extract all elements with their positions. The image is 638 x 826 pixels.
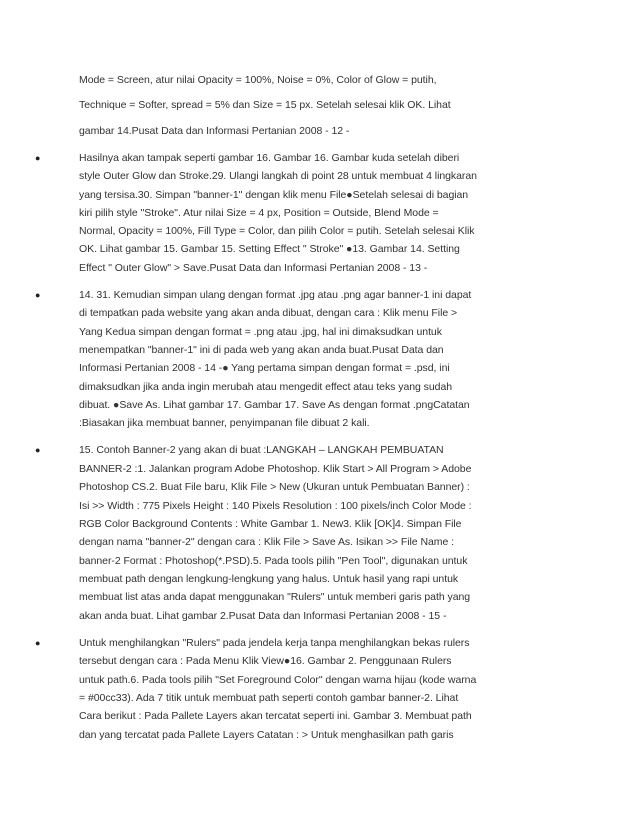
bullet-icon: ● (35, 153, 41, 163)
text-line: :Biasakan jika membuat banner, penyimpanan file dibuat 2 kali. (79, 417, 370, 429)
text-line: di tempatkan pada website yang akan anda dibuat, dengan cara : Klik menu File > (79, 307, 458, 319)
text-line: Isi >> Width : 775 Pixels Height : 140 Pixels Resolution : 100 pixels/inch Color Mode : (79, 500, 472, 512)
text-line: = #00cc33). Ada 7 titik untuk membuat path seperti contoh gambar banner-2. Lihat (79, 692, 459, 704)
text-line: dan yang tercatat pada Pallete Layers Catatan : > Untuk menghasilkan path garis (79, 729, 454, 741)
text-line: Effect " Outer Glow" > Save.Pusat Data dan Informasi Pertanian 2008 - 13 - (79, 262, 428, 274)
bullet-icon: ● (35, 445, 41, 455)
text-line: Hasilnya akan tampak seperti gambar 16. Gambar 16. Gambar kuda setelah diberi (79, 152, 460, 164)
text-line: style Outer Glow dan Stroke.29. Ulangi langkah di point 28 untuk membuat 4 lingkaran (79, 170, 477, 182)
text-line: OK. Lihat gambar 15. Gambar 15. Setting Effect " Stroke" ●13. Gambar 14. Setting (79, 243, 460, 255)
text-line: 15. Contoh Banner-2 yang akan di buat :LANGKAH – LANGKAH PEMBUATAN (79, 444, 444, 456)
text-line: kiri pilih style "Stroke". Atur nilai Size = 4 px, Position = Outside, Blend Mode = (79, 207, 439, 219)
text-line: membuat list atas anda dapat menggunakan "Rulers" untuk memberi garis path yang (79, 591, 471, 603)
text-line: Mode = Screen, atur nilai Opacity = 100%, Noise = 0%, Color of Glow = putih, (79, 74, 437, 86)
text-line: membuat path dengan lengkung-lengkung yang halus. Untuk hasil yang rapi untuk (79, 573, 459, 585)
text-line: 14. 31. Kemudian simpan ulang dengan format .jpg atau .png agar banner-1 ini dapat (79, 289, 472, 301)
text-line: dengan nama "banner-2" dengan cara : Klik File > Save As. Isikan >> File Name : (79, 536, 455, 548)
text-line: Yang Kedua simpan dengan format = .png atau .jpg, hal ini dimaksudkan untuk (79, 326, 442, 338)
text-line: untuk path.6. Pada tools pilih "Set Foreground Color" dengan warna hijau (kode warna (79, 674, 477, 686)
text-line: dimaksudkan jika anda ingin merubah atau mengedit effect atau teks yang sudah (79, 381, 453, 393)
text-line: gambar 14.Pusat Data dan Informasi Pertanian 2008 - 12 - (79, 125, 350, 137)
text-line: Normal, Opacity = 100%, Fill Type = Color, dan pilih Color = putih. Setelah selesai Klik (79, 225, 475, 237)
bullet-icon: ● (35, 638, 41, 648)
text-line: tersebut dengan cara : Pada Menu Klik View●16. Gambar 2. Penggunaan Rulers (79, 655, 452, 667)
text-line: Untuk menghilangkan "Rulers" pada jendela kerja tanpa menghilangkan bekas rulers (79, 637, 470, 649)
text-line: yang tersisa.30. Simpan "banner-1" dengan klik menu File●Setelah selesai di bagian (79, 189, 469, 201)
text-line: akan anda buat. Lihat gambar 2.Pusat Data dan Informasi Pertanian 2008 - 15 - (79, 610, 447, 622)
text-line: menempatkan "banner-1" ini di pada web yang akan anda buat.Pusat Data dan (79, 344, 444, 356)
text-line: dibuat. ●Save As. Lihat gambar 17. Gambar 17. Save As dengan format .pngCatatan (79, 399, 470, 411)
bullet-icon: ● (35, 290, 41, 300)
text-line: RGB Color Background Contents : White Gambar 1. New3. Klik [OK]4. Simpan File (79, 518, 462, 530)
text-line: Cara berikut : Pada Pallete Layers akan tercatat seperti ini. Gambar 3. Membuat path (79, 710, 472, 722)
text-line: banner-2 Format : Photoshop(*.PSD).5. Pada tools pilih "Pen Tool", digunakan untuk (79, 555, 468, 567)
text-line: Photoshop CS.2. Buat File baru, Klik File > New (Ukuran untuk Pembuatan Banner) : (79, 481, 470, 493)
text-line: Technique = Softer, spread = 5% dan Size = 15 px. Setelah selesai klik OK. Lihat (79, 99, 451, 111)
text-line: Informasi Pertanian 2008 - 14 -● Yang pertama simpan dengan format = .psd, ini (79, 362, 450, 374)
text-line: BANNER-2 :1. Jalankan program Adobe Photoshop. Klik Start > All Program > Adobe (79, 463, 472, 475)
